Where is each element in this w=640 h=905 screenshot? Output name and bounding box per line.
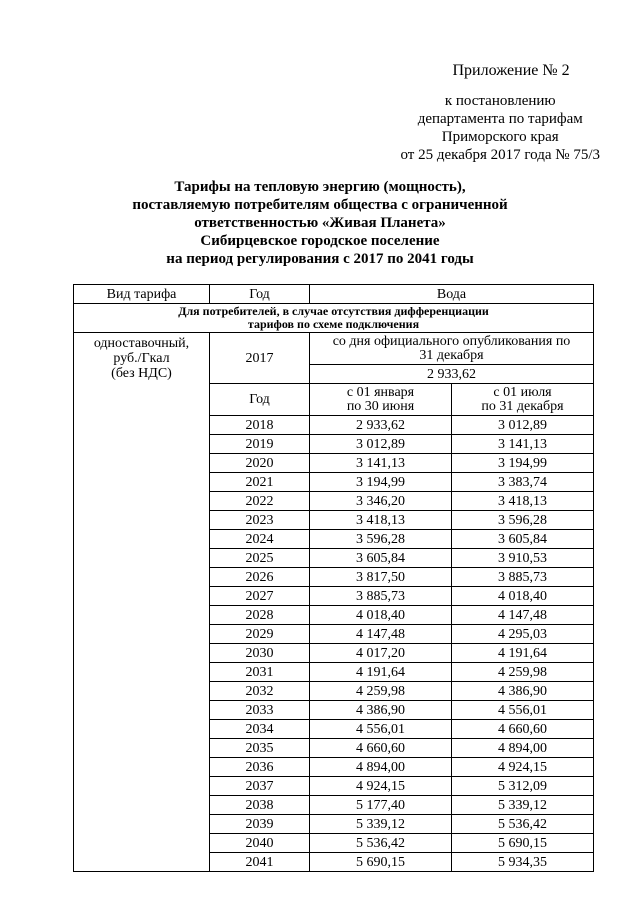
first-year-cell: 2017	[210, 333, 310, 384]
year-cell: 2023	[210, 511, 310, 530]
half2-value-cell: 4 386,90	[452, 682, 594, 701]
tariff-type-line-3: (без НДС)	[111, 366, 172, 381]
year-cell: 2035	[210, 739, 310, 758]
half1-value-cell: 4 018,40	[310, 606, 452, 625]
tariff-type-cell	[74, 333, 210, 872]
half2-value-cell: 4 924,15	[452, 758, 594, 777]
half2-value-cell: 3 885,73	[452, 568, 594, 587]
year-cell: 2026	[210, 568, 310, 587]
year-cell: 2022	[210, 492, 310, 511]
year-cell: 2040	[210, 834, 310, 853]
half1-value-cell: 3 141,13	[310, 454, 452, 473]
title-line-4: Сибирцевское городское поселение	[200, 233, 440, 249]
year-cell: 2034	[210, 720, 310, 739]
half1-value-cell: 3 346,20	[310, 492, 452, 511]
tariff-type-line-2: руб./Гкал	[113, 351, 170, 366]
year-cell: 2039	[210, 815, 310, 834]
year-cell: 2020	[210, 454, 310, 473]
year-cell: 2036	[210, 758, 310, 777]
subheader-cell	[74, 304, 594, 333]
first-value-cell: 2 933,62	[310, 365, 594, 384]
half1-value-cell: 4 660,60	[310, 739, 452, 758]
subheader-row	[74, 304, 594, 333]
header-water: Вода	[310, 285, 594, 304]
half1-value-cell: 4 924,15	[310, 777, 452, 796]
year-cell: 2032	[210, 682, 310, 701]
half1-value-cell: 4 017,20	[310, 644, 452, 663]
appendix-line-4: от 25 декабря 2017 года № 75/3	[400, 147, 600, 163]
half2-header-cell	[452, 384, 594, 416]
half1-line-2: по 30 июня	[346, 398, 415, 414]
half1-value-cell: 4 259,98	[310, 682, 452, 701]
half2-value-cell: 3 383,74	[452, 473, 594, 492]
first-period-cell	[310, 333, 594, 365]
half1-value-cell: 5 690,15	[310, 853, 452, 872]
half2-value-cell: 4 191,64	[452, 644, 594, 663]
half2-value-cell: 3 605,84	[452, 530, 594, 549]
table-header-row	[74, 285, 594, 304]
half1-value-cell: 3 194,99	[310, 473, 452, 492]
half2-value-cell: 5 312,09	[452, 777, 594, 796]
subheader-line-1: Для потребителей, в случае отсутствия дифференциации	[178, 304, 489, 318]
half1-header-cell	[310, 384, 452, 416]
appendix-block	[400, 62, 600, 164]
half2-value-cell: 5 339,12	[452, 796, 594, 815]
half1-value-cell: 5 536,42	[310, 834, 452, 853]
title-line-1: Тарифы на тепловую энергию (мощность),	[174, 179, 466, 195]
tariff-table	[73, 284, 594, 872]
year-cell: 2033	[210, 701, 310, 720]
half1-value-cell: 3 418,13	[310, 511, 452, 530]
half2-value-cell: 4 295,03	[452, 625, 594, 644]
appendix-line-2: департамента по тарифам	[417, 111, 583, 127]
half1-value-cell: 3 605,84	[310, 549, 452, 568]
half2-line-1: с 01 июля	[493, 384, 552, 400]
half2-value-cell: 3 418,13	[452, 492, 594, 511]
title-line-2: поставляемую потребителям общества с ограниченной	[132, 197, 508, 213]
half1-value-cell: 4 147,48	[310, 625, 452, 644]
first-period-row	[74, 333, 594, 365]
year-cell: 2024	[210, 530, 310, 549]
year-cell: 2021	[210, 473, 310, 492]
half1-value-cell: 2 933,62	[310, 416, 452, 435]
year-cell: 2030	[210, 644, 310, 663]
year-label-cell: Год	[210, 384, 310, 416]
half2-value-cell: 3 141,13	[452, 435, 594, 454]
subheader-line-2: тарифов по схеме подключения	[247, 317, 420, 331]
half2-value-cell: 4 894,00	[452, 739, 594, 758]
year-cell: 2037	[210, 777, 310, 796]
year-cell: 2028	[210, 606, 310, 625]
year-cell: 2029	[210, 625, 310, 644]
half2-value-cell: 4 660,60	[452, 720, 594, 739]
half1-value-cell: 4 386,90	[310, 701, 452, 720]
half2-value-cell: 5 536,42	[452, 815, 594, 834]
document-title	[0, 178, 640, 268]
half2-value-cell: 5 690,15	[452, 834, 594, 853]
half1-value-cell: 3 012,89	[310, 435, 452, 454]
header-year: Год	[210, 285, 310, 304]
first-period-line-2: 31 декабря	[419, 347, 484, 363]
half2-line-2: по 31 декабря	[481, 398, 564, 414]
year-cell: 2019	[210, 435, 310, 454]
half1-value-cell: 3 885,73	[310, 587, 452, 606]
appendix-number: Приложение № 2	[452, 62, 570, 79]
first-period-line-1: со дня официального опубликования по	[332, 333, 571, 349]
year-cell: 2038	[210, 796, 310, 815]
year-cell: 2027	[210, 587, 310, 606]
half1-value-cell: 3 817,50	[310, 568, 452, 587]
tariff-type-line-1: одноставочный,	[93, 336, 190, 351]
half1-value-cell: 5 177,40	[310, 796, 452, 815]
appendix-line-3: Приморского края	[441, 129, 559, 145]
half2-value-cell: 3 194,99	[452, 454, 594, 473]
half1-value-cell: 4 191,64	[310, 663, 452, 682]
title-line-5: на период регулирования с 2017 по 2041 годы	[166, 251, 474, 267]
appendix-line-1: к постановлению	[444, 93, 556, 109]
half1-value-cell: 4 556,01	[310, 720, 452, 739]
half2-value-cell: 4 556,01	[452, 701, 594, 720]
title-line-3: ответственностью «Живая Планета»	[194, 215, 446, 231]
year-cell: 2031	[210, 663, 310, 682]
half2-value-cell: 3 012,89	[452, 416, 594, 435]
half1-line-1: с 01 января	[346, 384, 415, 400]
half2-value-cell: 5 934,35	[452, 853, 594, 872]
half2-value-cell: 4 018,40	[452, 587, 594, 606]
year-cell: 2041	[210, 853, 310, 872]
half1-value-cell: 5 339,12	[310, 815, 452, 834]
half2-value-cell: 4 147,48	[452, 606, 594, 625]
half2-value-cell: 3 596,28	[452, 511, 594, 530]
half2-value-cell: 3 910,53	[452, 549, 594, 568]
header-tariff-type: Вид тарифа	[74, 285, 210, 304]
year-cell: 2018	[210, 416, 310, 435]
half2-value-cell: 4 259,98	[452, 663, 594, 682]
half1-value-cell: 4 894,00	[310, 758, 452, 777]
year-cell: 2025	[210, 549, 310, 568]
half1-value-cell: 3 596,28	[310, 530, 452, 549]
